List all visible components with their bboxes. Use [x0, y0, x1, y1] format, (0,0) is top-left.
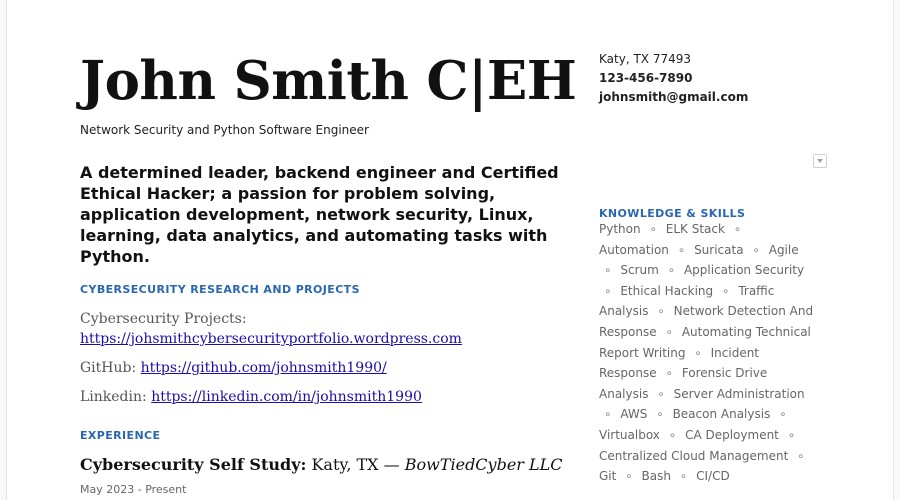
- skill-item: Automation: [599, 242, 669, 257]
- skill-item: Virtualbox: [599, 427, 660, 442]
- skill-item: Scrum: [620, 263, 659, 278]
- job-company: BowTiedCyber LLC: [404, 455, 563, 474]
- projects-heading: CYBERSECURITY RESEARCH AND PROJECTS: [80, 283, 360, 296]
- skill-item: Git: [599, 469, 617, 484]
- linkedin-line: [80, 387, 422, 407]
- skill-item: Server Administration: [673, 386, 805, 401]
- skill-separator: ∘: [604, 407, 612, 422]
- resume-name: John Smith C|EH: [80, 50, 577, 112]
- github-link[interactable]: https://github.com/johnsmith1990/: [140, 360, 387, 376]
- skill-item: CI/CD: [696, 469, 730, 484]
- skill-item: Suricata: [694, 242, 744, 257]
- skill-item: Forensic Drive Analysis: [599, 366, 768, 401]
- skill-separator: ∘: [721, 283, 730, 298]
- contact-block: [599, 50, 748, 107]
- skill-item: Ethical Hacking: [620, 283, 714, 298]
- skill-separator: ∘: [657, 304, 665, 319]
- github-line: [80, 358, 387, 378]
- skill-separator: ∘: [665, 366, 673, 381]
- portfolio-label: Cybersecurity Projects:: [80, 311, 247, 327]
- portfolio-line: [80, 309, 462, 349]
- skill-item: Bash: [641, 469, 671, 484]
- skill-separator: ∘: [679, 469, 688, 484]
- skill-separator: ∘: [694, 345, 702, 360]
- resume-subtitle: Network Security and Python Software Engineer: [80, 123, 369, 137]
- skill-separator: ∘: [625, 469, 633, 484]
- document-page: [7, 0, 893, 500]
- skill-separator: ∘: [604, 263, 612, 278]
- skill-separator: ∘: [677, 242, 686, 257]
- contact-email: johnsmith@gmail.com: [599, 90, 749, 104]
- skill-item: Network Detection And Response: [599, 304, 814, 339]
- skill-item: Automating Technical Report Writing: [599, 324, 811, 360]
- skills-list: [599, 219, 819, 487]
- skill-separator: ∘: [779, 407, 787, 422]
- contact-phone: 123-456-7890: [599, 71, 693, 85]
- linkedin-label: Linkedin:: [80, 389, 147, 405]
- skill-item: Centralized Cloud Management: [599, 448, 789, 463]
- skill-separator: ∘: [667, 263, 676, 278]
- skill-item: CA Deployment: [685, 427, 779, 442]
- summary-paragraph: A determined leader, backend engineer and Certified Ethical Hacker; a passion for problem solving, application development, network security, Linux, learning, data analytics, and automating tasks with Python.: [80, 163, 559, 266]
- github-label: GitHub:: [80, 360, 137, 376]
- skills-heading: KNOWLEDGE & SKILLS: [599, 207, 746, 220]
- contact-location: Katy, TX 77493: [599, 52, 691, 66]
- skill-item: Beacon Analysis: [672, 407, 771, 422]
- job-dates: May 2023 - Present: [80, 483, 187, 496]
- skill-separator: ∘: [797, 448, 805, 463]
- job-title: Cybersecurity Self Study:: [80, 455, 307, 474]
- skill-item: Agile: [768, 242, 799, 257]
- job-entry: [80, 455, 563, 474]
- skill-item: Python: [599, 222, 641, 236]
- skill-separator: ∘: [787, 427, 796, 442]
- dropdown-toggle-icon[interactable]: [813, 154, 827, 168]
- portfolio-link[interactable]: https://johsmithcybersecurityportfolio.wordpress.com: [80, 331, 462, 347]
- linkedin-link[interactable]: https://linkedin.com/in/johnsmith1990: [151, 389, 422, 405]
- skill-item: AWS: [620, 407, 648, 422]
- skill-separator: ∘: [752, 242, 760, 257]
- skill-item: ELK Stack: [665, 222, 725, 236]
- skill-separator: ∘: [733, 222, 742, 236]
- skill-separator: ∘: [665, 324, 673, 339]
- skill-separator: ∘: [668, 427, 677, 442]
- skill-separator: ∘: [649, 222, 657, 236]
- skill-separator: ∘: [657, 386, 665, 401]
- job-location: Katy, TX —: [306, 455, 405, 474]
- experience-heading: EXPERIENCE: [80, 429, 161, 442]
- skill-separator: ∘: [656, 407, 664, 422]
- skill-separator: ∘: [604, 283, 612, 298]
- skill-item: Incident Response: [599, 345, 760, 381]
- skill-item: Application Security: [683, 263, 805, 278]
- skill-item: Traffic Analysis: [599, 283, 775, 319]
